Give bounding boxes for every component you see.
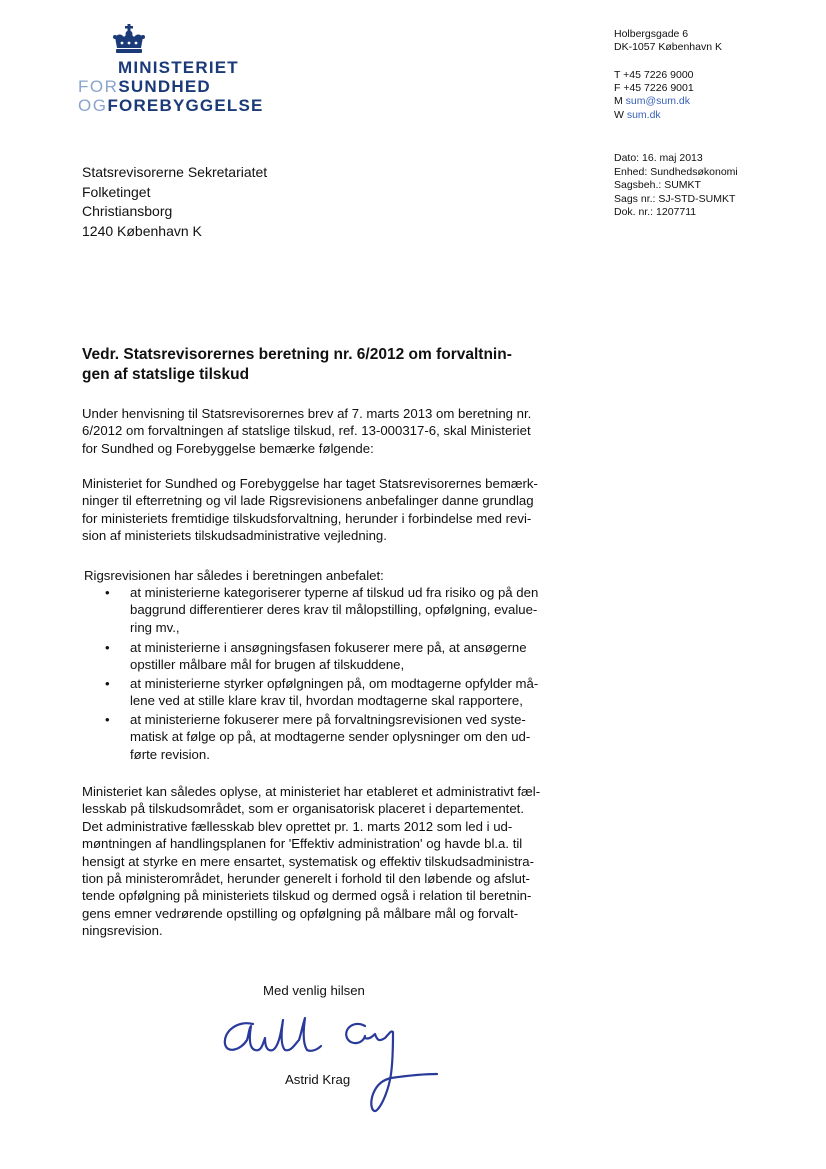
text-line: Ministeriet for Sundhed og Forebyggelse har taget Statsrevisorernes bemærk- — [82, 476, 538, 491]
bullet-dot-icon: • — [105, 712, 110, 727]
logo-line-for-sundhed — [78, 77, 211, 97]
contact-phone: T +45 7226 9000 — [614, 69, 694, 81]
text-line: at ministerierne styrker opfølgningen på, om modtagerne opfylder må- — [130, 676, 539, 691]
letter-heading — [82, 345, 582, 385]
text-line: tende opfølgning på ministeriets tilskud og dermed også i relation til beretnin- — [82, 888, 532, 904]
bullets-intro: Rigsrevisionen har således i beretningen anbefalet: — [84, 568, 384, 583]
handwritten-signature — [215, 1010, 445, 1120]
text-line: ningsrevision. — [82, 923, 163, 939]
recipient-line: 1240 København K — [82, 222, 202, 239]
text-line: matisk at følge op på, at modtagerne sender oplysninger om den ud- — [130, 729, 531, 745]
contact-fax: F +45 7226 9001 — [614, 82, 694, 94]
bullet-dot-icon: • — [105, 585, 110, 600]
text-line: møntningen af handlingsplanen for 'Effektiv administration' og havde bl.a. til — [82, 836, 523, 852]
heading-line: Vedr. Statsrevisorernes beretning nr. 6/2012 om forvaltnin- — [82, 346, 512, 363]
text-line: Det administrative fællesskab blev oprettet pr. 1. marts 2012 som led i ud- — [82, 818, 513, 834]
text-line: gens emner vedrørende opstilling og opfølgning på målbare mål og forvalt- — [82, 905, 519, 921]
recipient-line: Statsrevisorerne Sekretariatet — [82, 164, 268, 180]
crown-logo-icon — [112, 24, 146, 56]
signer-name: Astrid Krag — [285, 1072, 351, 1087]
paragraph-acknowledgement — [82, 475, 582, 545]
web-prefix: W — [614, 109, 624, 121]
contact-web-row — [614, 109, 661, 123]
text-line: at ministerierne kategoriserer typerne af tilskud ud fra risiko og på den — [130, 585, 539, 600]
text-line: tion på ministerområdet, herunder generelt i forhold til den løbende og afslut- — [82, 871, 530, 887]
text-line: baggrund differentierer deres krav til målopstilling, opfølgning, evalue- — [130, 602, 538, 618]
contact-web-link[interactable]: sum.dk — [626, 109, 661, 121]
contact-mail-link[interactable]: sum@sum.dk — [625, 95, 691, 107]
text-line: lene ved at stille klare krav til, hvordan modtagerne skal rapportere, — [130, 693, 523, 709]
paragraph-intro — [82, 405, 582, 457]
text-line: ninger til efterretning og vil lade Rigsrevisionens anbefalinger danne grundlag — [82, 493, 534, 509]
text-line: hensigt at styrke en mere ensartet, systematisk og effektiv tilskudsadministra- — [82, 853, 534, 869]
recipient-line: Christiansborg — [82, 203, 173, 220]
logo-word-forebyggelse: FOREBYGGELSE — [107, 96, 264, 115]
text-line: for Sundhed og Forebyggelse bemærke følgende: — [82, 440, 374, 456]
text-line: 6/2012 om forvaltningen af statslige tilskud, ref. 13-000317-6, skal Ministeriet — [82, 423, 531, 439]
heading-line: gen af statslige tilskud — [82, 366, 250, 383]
meta-document-number: Dok. nr.: 1207711 — [614, 206, 697, 218]
meta-unit: Enhed: Sundhedsøkonomi — [614, 166, 738, 178]
bullet-dot-icon: • — [105, 676, 110, 691]
mail-prefix: M — [614, 95, 623, 107]
paragraph-administration — [82, 783, 582, 940]
text-line: Ministeriet kan således oplyse, at ministeriet har etableret et administrativt fæl- — [82, 784, 541, 799]
meta-date: Dato: 16. maj 2013 — [614, 152, 703, 164]
contact-city: DK-1057 København K — [614, 41, 722, 53]
recipient-address — [82, 163, 267, 241]
meta-handler: Sagsbeh.: SUMKT — [614, 179, 701, 191]
text-line: for ministeriets fremtidige tilskudsforvaltning, herunder i forbindelse med revi- — [82, 510, 532, 526]
text-line: Under henvisning til Statsrevisorernes brev af 7. marts 2013 om beretning nr. — [82, 406, 532, 421]
logo-word-sundhed: SUNDHED — [118, 77, 211, 96]
logo-line-og-forebyggelse — [78, 96, 264, 116]
text-line: opstiller målbare mål for brugen af tilskuddene, — [130, 657, 405, 673]
meta-case-number: Sags nr.: SJ-STD-SUMKT — [614, 193, 736, 205]
bullet-dot-icon: • — [105, 640, 110, 655]
logo-prefix-for: FOR — [78, 77, 119, 96]
text-line: at ministerierne fokuserer mere på forvaltningsrevisionen ved syste- — [130, 712, 526, 727]
text-line: ring mv., — [130, 619, 180, 635]
contact-street: Holbergsgade 6 — [614, 28, 689, 40]
contact-mail-row — [614, 95, 690, 109]
text-line: lesskab på tilskudsområdet, som er organisatorisk placeret i departementet. — [82, 801, 524, 817]
logo-prefix-og: OG — [78, 96, 108, 115]
closing-greeting: Med venlig hilsen — [263, 983, 365, 998]
recipient-line: Folketinget — [82, 183, 151, 200]
text-line: førte revision. — [130, 746, 210, 762]
logo-line-ministeriet: MINISTERIET — [118, 58, 239, 77]
text-line: sion af ministeriets tilskudsadministrative vejledning. — [82, 528, 387, 544]
text-line: at ministerierne i ansøgningsfasen fokuserer mere på, at ansøgerne — [130, 640, 527, 655]
